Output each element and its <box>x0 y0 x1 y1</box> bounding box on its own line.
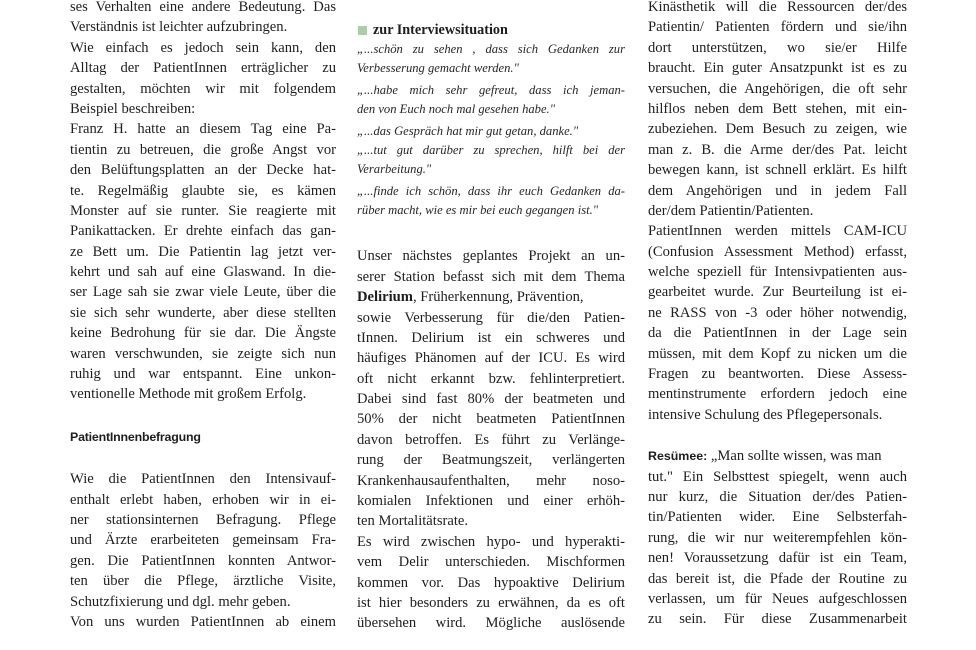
quote-box-heading <box>357 20 625 40</box>
text-line: waren verschwunden, sie zeigte sich nun <box>70 345 336 362</box>
text-line: Wie einfach es jedoch sein kann, den <box>70 39 336 56</box>
text-line: rung der Beatmungszeit, verlängerten <box>357 452 625 469</box>
text-line: PatientInnen werden mittels CAM-ICU <box>648 223 907 240</box>
column-right-top-text <box>648 0 907 425</box>
text-line: rung, die wir nur weiterempfehlen kön- <box>648 529 907 546</box>
text-line: der/dem Patientin/Patienten. <box>648 202 814 219</box>
text-line: ruhig und war entspannt. Eine unkon- <box>70 366 336 383</box>
text-line: das bereit ist, die Pfade der Routine zu <box>648 570 907 587</box>
text-line: Monster auf sie runter. Sie reagierte mit <box>70 202 336 219</box>
text-line: man z. B. die Arme der/des Pat. leicht <box>648 141 907 158</box>
text-line: braucht. Ein guter Ansatzpunkt ist es zu <box>648 60 907 77</box>
text-line: gestalten, möchten wir mit folgendem <box>70 80 336 97</box>
text-line: gen. Die PatientInnen konnten Antwor- <box>70 552 336 569</box>
text-line: intensive Schulung des Pflegepersonals. <box>648 406 883 423</box>
text-line: Krankenhausaufenthalten, mehr noso- <box>357 472 625 489</box>
text-line: te. Regelmäßig glaubte sie, es kämen <box>70 182 336 199</box>
text-line: nen! Voraussetzung dafür ist ein Team, <box>648 550 907 567</box>
text-line: ten über die Pflege, ärztliche Visite, <box>70 573 336 590</box>
text-line: serer Station befasst sich mit dem Thema <box>357 268 625 285</box>
text-line <box>357 287 625 307</box>
text-line: Verständnis ist leichter aufzubringen. <box>70 19 288 36</box>
text-line: ner stationsinternen Befragung. Pflege <box>70 511 336 528</box>
text-line: kommen vor. Das hypoaktive Delirium <box>357 574 625 591</box>
text-line: tientin zu betreuen, die große Angst vor <box>70 141 336 158</box>
text-line: Beispiel beschreiben: <box>70 100 196 117</box>
text-fragment: „Man sollte wissen, was man <box>707 448 882 465</box>
column-left <box>70 0 336 650</box>
section-heading: PatientInnenbefragung <box>70 429 201 444</box>
text-line: Fragen zu beantworten. Diese Assess- <box>648 366 907 383</box>
quote-line: „...schön zu sehen , dass sich Gedanken zur <box>357 42 625 56</box>
quote-line: rüber macht, wie es mir bei euch gegangen ist." <box>357 202 599 217</box>
resumee-paragraph <box>648 446 907 630</box>
text-line: ten Mortalitätsrate. <box>357 513 469 530</box>
text-line: vem Delir unterschieden. Mischformen <box>357 554 625 571</box>
text-line: versuchen, die Angehörigen, die oft sehr <box>648 80 907 97</box>
text-line: Alltag der PatientInnen erträglicher zu <box>70 60 336 77</box>
column-left-top-text <box>70 0 336 405</box>
text-line: tin/Patienten wider. Eine Selbsterfah- <box>648 509 907 526</box>
text-line: Panikattacken. Er drehte einfach das gan- <box>70 223 336 240</box>
text-line: ist hier besonders zu erwähnen, da es oft <box>357 594 625 611</box>
quote-line: Verbesserung gemacht werden." <box>357 60 519 75</box>
text-line: zu sein. Für diese Zusammenarbeit <box>648 611 907 628</box>
quote-line: Verarbeitung." <box>357 161 432 176</box>
text-line: verlassen, um für Neues aufgeschlossen <box>648 590 907 607</box>
text-line: Patientin/ Patienten fördern und sie/ihn <box>648 19 907 36</box>
text-line: ne RASS von -3 oder höher notwendig, <box>648 304 907 321</box>
text-line: und Ärzte erarbeiteten gemeinsam Fra- <box>70 532 336 549</box>
text-line: Franz H. hatte an diesem Tag eine Pa- <box>70 121 336 138</box>
text-line: zubeziehen. Dem Besuch zu zeigen, wie <box>648 121 907 138</box>
text-line: mentinstrumente erfordern jedoch eine <box>648 386 907 403</box>
text-line: kehrt und sah auf eine Glaswand. In die- <box>70 264 336 281</box>
text-line: komialen Infektionen und einer erhöh- <box>357 493 625 510</box>
text-line: sowie Verbesserung für die/den Patien- <box>357 309 625 326</box>
text-line: (Confusion Assessment Method) erfasst, <box>648 243 907 260</box>
column-left-bottom-text <box>70 469 336 632</box>
quote-line: „...habe mich sehr gefreut, dass ich jeman- <box>357 83 625 98</box>
text-line: Schutzfixierung und dgl. mehr geben. <box>70 593 291 610</box>
text-line: nur kurz, die Situation der/des Patien- <box>648 488 907 505</box>
text-line: keine Bedrohung für sie dar. Die Ängste <box>70 325 336 342</box>
text-line: den Belüftungsplatten an der Decke hat- <box>70 162 336 179</box>
text-line: davon betroffen. Es führt zu Verlänge- <box>357 431 625 448</box>
text-line: tInnen. Delirium ist ein schweres und <box>357 329 625 346</box>
quote-heading-text: zur Interviewsituation <box>373 22 508 38</box>
quote-line: „...finde ich schön, dass ihr euch Gedanken da- <box>357 184 625 199</box>
column-middle-body <box>357 246 625 633</box>
text-line: dort unterstützen, wo sie/er Hilfe <box>648 39 907 56</box>
resumee-label: Resümee: <box>648 449 708 464</box>
keyword-delirium: Delirium <box>357 289 413 306</box>
text-line: gearbeitet wurde. Zur Beurteilung ist ei- <box>648 284 907 301</box>
text-line: tut." Ein Selbsttest spiegelt, wenn auch <box>648 468 907 485</box>
text-line: übersehen wird. Mögliche auslösende <box>357 615 625 632</box>
text-line: Wie die PatientInnen den Intensivauf- <box>70 471 336 488</box>
quote-line: den von Euch noch mal gesehen habe." <box>357 101 555 116</box>
quote-line: „...das Gespräch hat mir gut getan, danke." <box>357 124 579 139</box>
column-right <box>648 0 907 650</box>
text-line: enthalt erlebt haben, erhoben wir in ei- <box>70 491 336 508</box>
text-line: ze Bett um. Die Patientin lag jetzt ver- <box>70 243 336 260</box>
text-fragment: , Früherkennung, Prävention, <box>412 289 584 306</box>
text-line: ses Verhalten eine andere Bedeutung. Das <box>70 0 336 15</box>
green-square-icon <box>358 26 367 35</box>
text-line: ser Lage sah sie zwar viele Leute, über die <box>70 284 336 301</box>
text-line: Unser nächstes geplantes Projekt an un- <box>357 248 625 265</box>
text-line: hilflos neben dem Bett stehen, mit ein- <box>648 100 907 117</box>
quote-line: „...tut gut darüber zu sprechen, hilft bei der <box>357 142 625 157</box>
text-line: ventionelle Methode mit großem Erfolg. <box>70 386 307 403</box>
quote-list <box>357 40 625 219</box>
column-middle <box>357 0 625 650</box>
text-line: dem Angehörigen und in jedem Fall <box>648 182 907 199</box>
text-line: müssen, mit dem Kopf zu nicken um die <box>648 345 907 362</box>
text-line: bewegen kann, ist schnell erklärt. Es hilft <box>648 162 907 179</box>
text-line: welche speziell für Intensivpatienten aus- <box>648 264 907 281</box>
text-line: Kinästhetik will die Ressourcen der/des <box>648 0 907 15</box>
text-line: Dabei sind fast 80% der beatmeten und <box>357 391 625 408</box>
text-line <box>648 446 907 466</box>
text-line: sie sich sehr wunderte, aber diese stellten <box>70 304 336 321</box>
text-line: Von uns wurden PatientInnen ab einem <box>70 613 336 630</box>
text-line: Es wird zwischen hypo- und hyperakti- <box>357 533 625 550</box>
text-line: häufiges Phänomen auf der ICU. Es wird <box>357 350 625 367</box>
text-line: oft nicht erkannt bzw. fehlinterpretiert. <box>357 370 625 387</box>
text-line: 50% der nicht beatmeten PatientInnen <box>357 411 625 428</box>
text-line: da die PatientInnen in der Lage sein <box>648 325 907 342</box>
